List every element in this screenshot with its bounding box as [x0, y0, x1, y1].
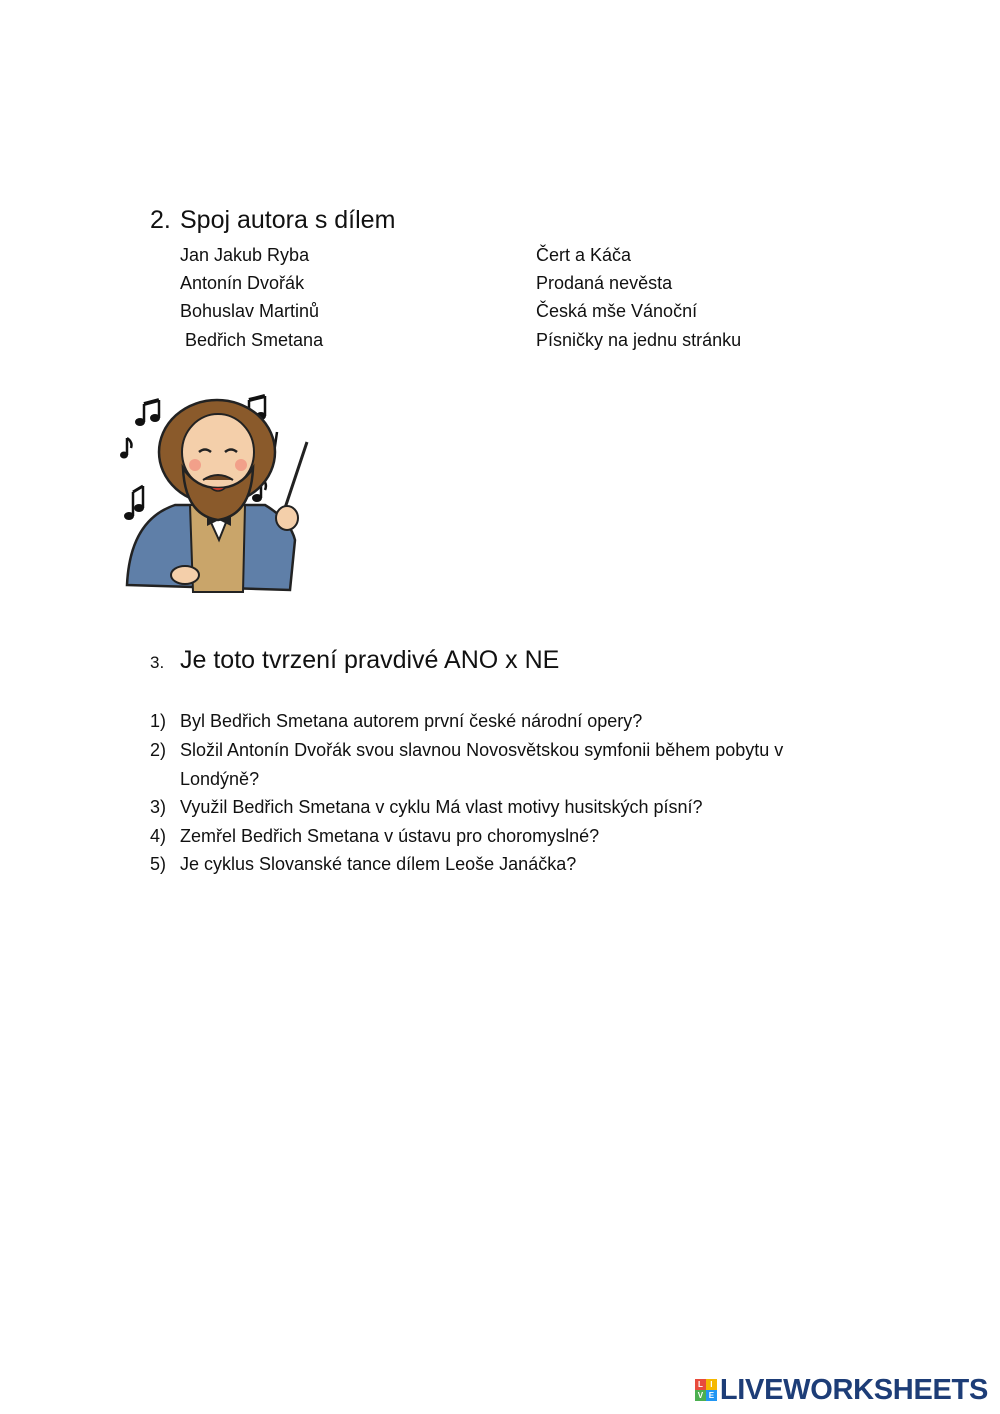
work-item[interactable]: Prodaná nevěsta — [536, 273, 673, 293]
task-2-heading — [150, 205, 395, 235]
work-item[interactable]: Písničky na jednu stránku — [536, 330, 742, 350]
mark-letter: I — [706, 1379, 717, 1390]
question-text: Zemřel Bedřich Smetana v ústavu pro choromyslné? — [180, 826, 600, 846]
task-3-number: 3. — [150, 653, 165, 672]
mark-letter: L — [695, 1379, 706, 1390]
question-number: 3) — [150, 797, 167, 817]
liveworksheets-logo — [695, 1375, 988, 1405]
liveworksheets-wordmark: LIVEWORKSHEETS — [719, 1373, 988, 1406]
mark-letter: E — [706, 1390, 717, 1401]
question-number: 2) — [150, 740, 167, 760]
work-item[interactable]: Čert a Káča — [536, 245, 632, 265]
task-3-title: Je toto tvrzení pravdivé ANO x NE — [180, 646, 560, 674]
question-number: 1) — [150, 711, 167, 731]
question-text: Složil Antonín Dvořák svou slavnou Novosvětskou symfonii během pobytu v Londýně? — [180, 740, 784, 789]
question-text: Využil Bedřich Smetana v cyklu Má vlast motivy husitských písní? — [180, 797, 703, 817]
author-item[interactable]: Antonín Dvořák — [180, 273, 305, 293]
question-number: 5) — [150, 854, 167, 874]
question-text: Byl Bedřich Smetana autorem první české národní opery? — [180, 711, 643, 731]
author-item[interactable]: Jan Jakub Ryba — [180, 245, 310, 265]
liveworksheets-mark-icon — [695, 1379, 717, 1401]
task-2-number: 2. — [150, 206, 171, 234]
task-3-heading — [150, 645, 559, 678]
task-2-title: Spoj autora s dílem — [180, 206, 396, 234]
question-number: 4) — [150, 826, 167, 846]
work-item[interactable]: Česká mše Vánoční — [536, 301, 698, 321]
question-text: Je cyklus Slovanské tance dílem Leoše Janáčka? — [180, 854, 577, 874]
composer-conductor-icon — [115, 380, 330, 605]
author-item[interactable]: Bohuslav Martinů — [180, 301, 320, 321]
mark-letter: V — [695, 1390, 706, 1401]
author-item[interactable]: Bedřich Smetana — [180, 330, 324, 350]
